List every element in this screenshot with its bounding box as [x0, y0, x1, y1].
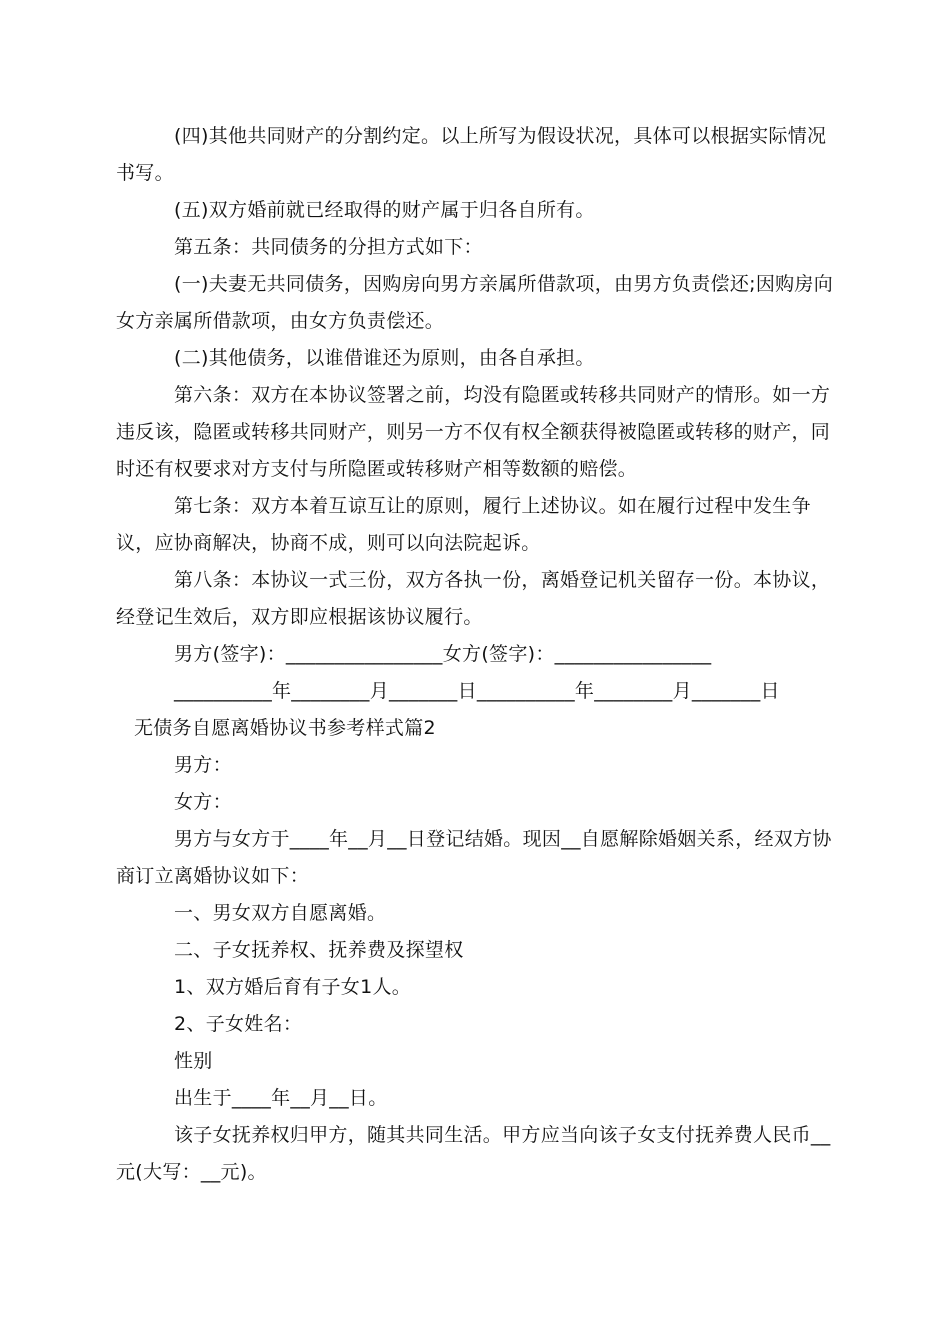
- paragraph-child-birth: 出生于____年__月__日。: [174, 1087, 388, 1109]
- date-line: __________年________月_______日__________年________月_______日: [174, 680, 780, 702]
- paragraph-property-5: (五)双方婚前就已经取得的财产属于归各自所有。: [174, 199, 595, 221]
- paragraph-child-count: 1、双方婚后育有子女1人。: [174, 976, 412, 998]
- paragraph-property-4: (四)其他共同财产的分割约定。以上所写为假设状况，具体可以根据实际情况书写。: [116, 125, 827, 184]
- paragraph-item-2: 二、子女抚养权、抚养费及探望权: [174, 939, 464, 961]
- paragraph-intro: 男方与女方于____年__月__日登记结婚。现因__自愿解除婚姻关系，经双方协商订立离婚协议如下：: [116, 828, 832, 887]
- paragraph-wife: 女方：: [174, 791, 232, 813]
- paragraph-custody: 该子女抚养权归甲方，随其共同生活。甲方应当向该子女支付抚养费人民币__元(大写：__元)。: [116, 1124, 831, 1183]
- section-title: 无债务自愿离婚协议书参考样式篇2: [134, 717, 436, 739]
- paragraph-child-gender: 性别: [174, 1050, 213, 1072]
- paragraph-item-1: 一、男女双方自愿离婚。: [174, 902, 387, 924]
- document-body: [116, 118, 838, 1191]
- paragraph-husband: 男方：: [174, 754, 232, 776]
- paragraph-article-5: 第五条：共同债务的分担方式如下：: [174, 236, 483, 258]
- paragraph-article-7: 第七条：双方本着互谅互让的原则，履行上述协议。如在履行过程中发生争议，应协商解决，协商不成，则可以向法院起诉。: [116, 495, 811, 554]
- signature-line: 男方(签字)：________________女方(签字)：________________: [174, 643, 712, 665]
- paragraph-debt-1: (一)夫妻无共同债务，因购房向男方亲属所借款项，由男方负责偿还;因购房向女方亲属所借款项，由女方负责偿还。: [116, 273, 834, 332]
- paragraph-debt-2: (二)其他债务，以谁借谁还为原则，由各自承担。: [174, 347, 595, 369]
- paragraph-article-6: 第六条：双方在本协议签署之前，均没有隐匿或转移共同财产的情形。如一方违反该，隐匿或转移共同财产，则另一方不仅有权全额获得被隐匿或转移的财产，同时还有权要求对方支付与所隐匿或转移财产相等数额的赔偿。: [116, 384, 831, 480]
- paragraph-article-8: 第八条：本协议一式三份，双方各执一份，离婚登记机关留存一份。本协议，经登记生效后，双方即应根据该协议履行。: [116, 569, 831, 628]
- paragraph-child-name: 2、子女姓名：: [174, 1013, 303, 1035]
